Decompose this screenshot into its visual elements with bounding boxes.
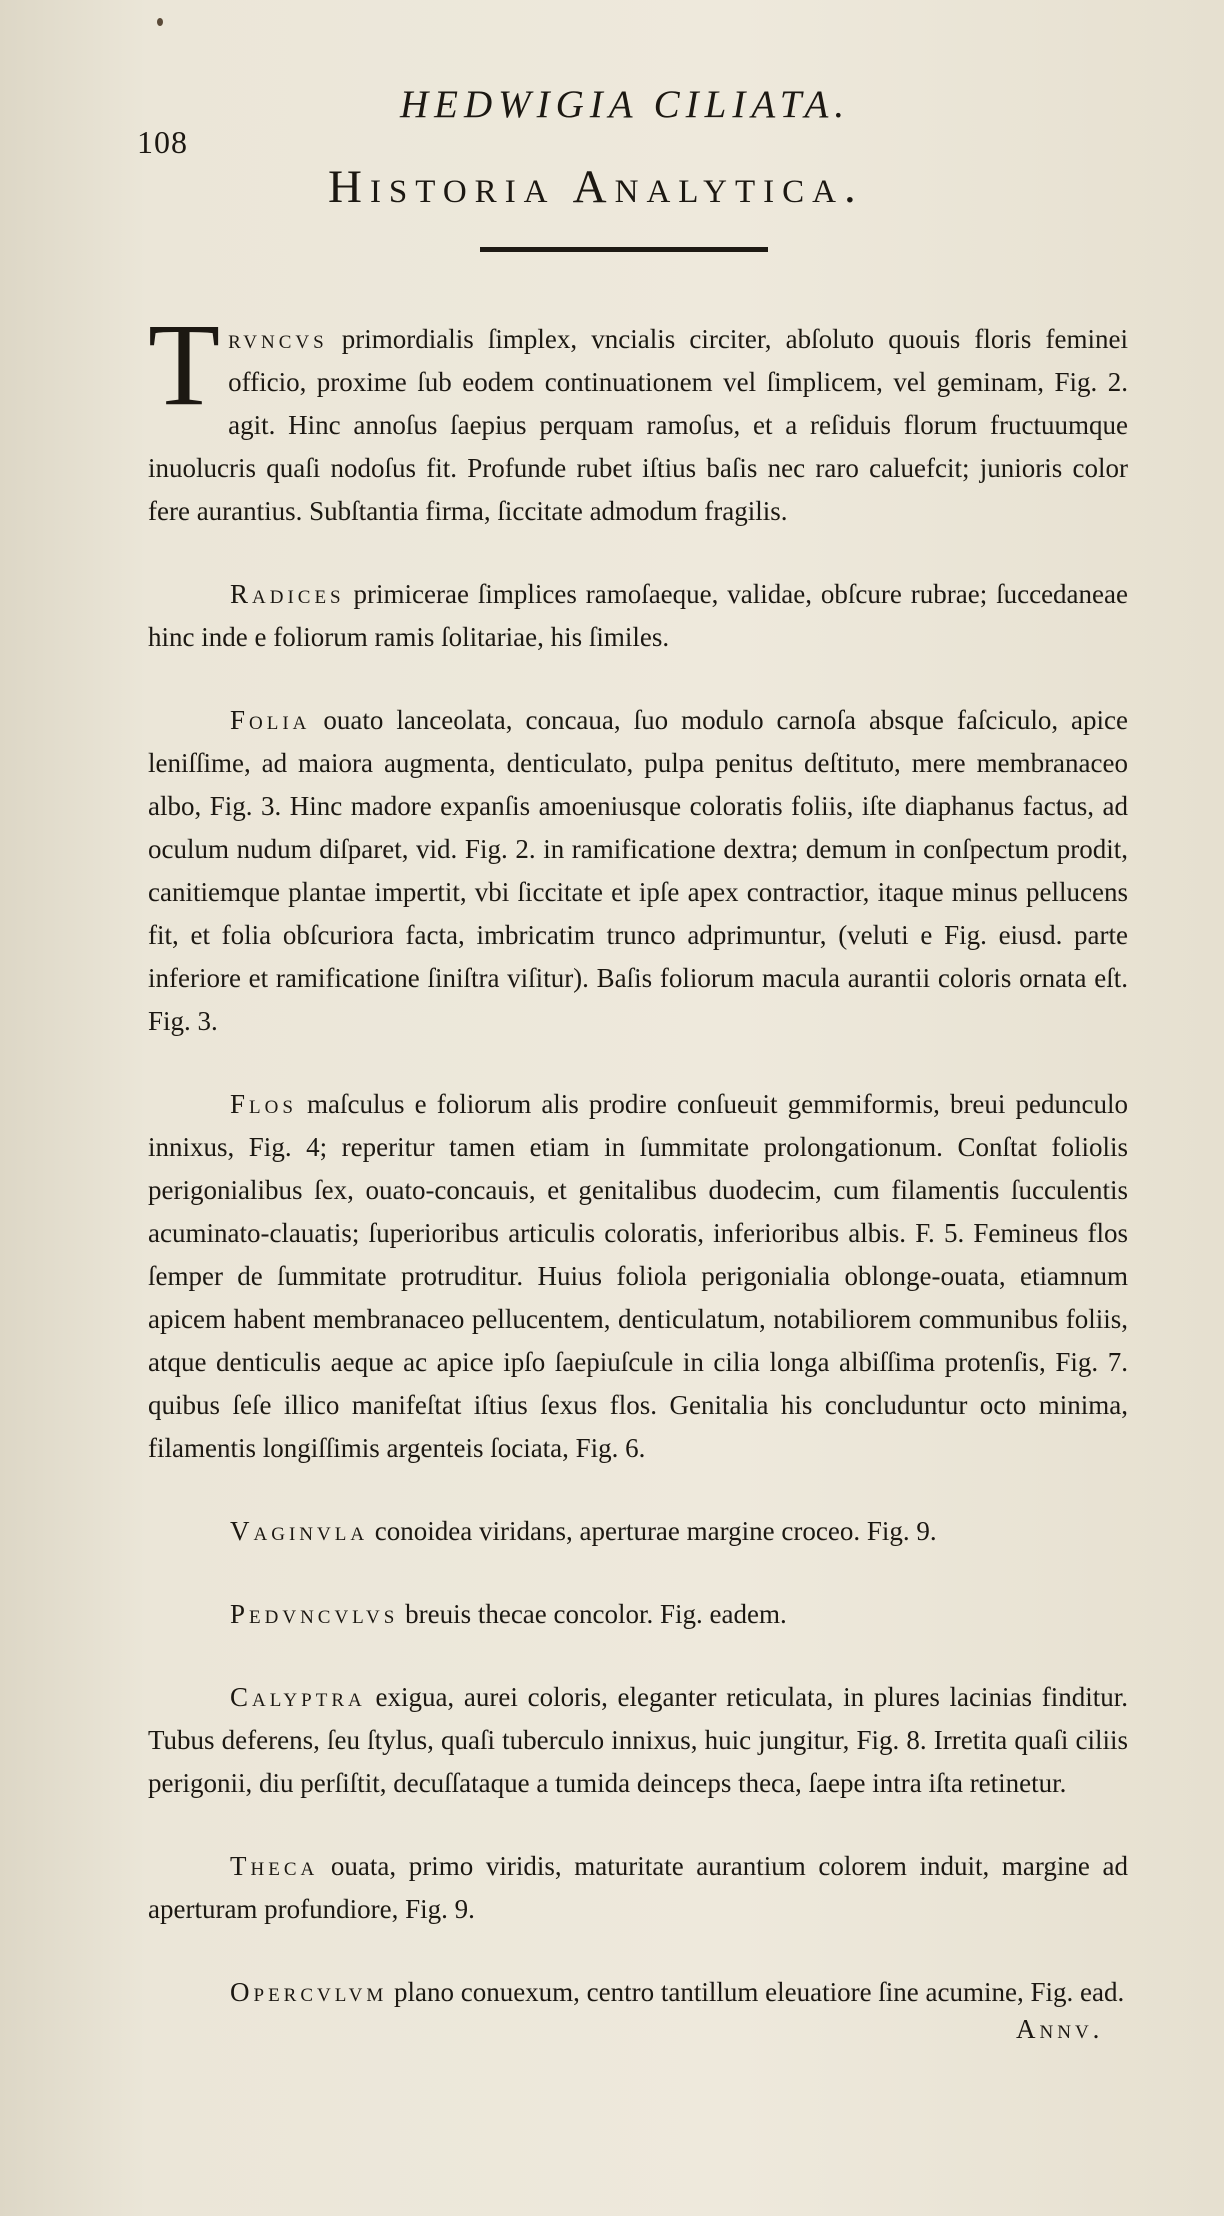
- drop-cap: T: [148, 299, 221, 430]
- paragraph-text: conoidea viridans, aperturae margine croceo. Fig. 9.: [368, 1516, 937, 1546]
- paragraph-text: breuis thecae concolor. Fig. eadem.: [398, 1599, 787, 1629]
- paragraph-text: maſculus e foliorum alis prodire conſueuit gemmiformis, breui pedunculo innixus, Fig. 4; reperitur tamen etiam in ſummitate prolongationum. Conſtat foliolis perigonialibus ſex, ouato-concauis, et genitalibus duodecim, cum filamentis ſucculentis acuminato-clauatis; ſuperioribus articulis coloratis, inferioribus albis. F. 5. Femineus flos ſemper de ſummitate protruditur. Huius foliola perigonialia oblonge-ouata, etiamnum apicem habent membranaceo pellucentem, denticulatum, notabiliorem communibus foliis, atque denticulis aeque ac apice ipſo ſaepiuſcule in cilia longa albiſſima protenſis, Fig. 7. quibus ſeſe illico manifeſtat iſtius ſexus flos. Genitalia his concluduntur octo minima, filamentis longiſſimis argenteis ſociata, Fig. 6.: [148, 1089, 1128, 1463]
- lead-word: rvncvs: [228, 324, 328, 354]
- paragraph-text: plano conuexum, centro tantillum eleuatiore ſine acumine, Fig. ead.: [387, 1977, 1125, 2007]
- paragraph-text: ouato lanceolata, concaua, ſuo modulo carnoſa absque faſciculo, apice leniſſime, ad maiora augmenta, denticulato, pulpa penitus deſtituto, mere membranaceo albo, Fig. 3. Hinc madore expanſis amoeniusque coloratis foliis, iſte diaphanus factus, ad oculum nudum diſparet, vid. Fig. 2. in ramificatione dextra; demum in conſpectum prodit, canitiemque plantae impertit, vbi ſiccitate et ipſe apex contractior, itaque minus pellucens fit, et folia obſcuriora facta, imbricatim trunco adprimuntur, (veluti e Fig. eiusd. parte inferiore et ramificatione ſiniſtra viſitur). Baſis foliorum macula aurantii coloris ornata eſt. Fig. 3.: [148, 705, 1128, 1036]
- paragraph-pedunculus: [148, 1593, 1128, 1636]
- paragraph-theca: [148, 1845, 1128, 1931]
- body-text: [148, 299, 1128, 2054]
- lead-word: Folia: [230, 705, 311, 735]
- paragraph-truncus: [148, 299, 1128, 533]
- lead-word: Calyptra: [230, 1682, 366, 1712]
- title-rule: [480, 247, 768, 252]
- lead-word: Flos: [230, 1089, 297, 1119]
- paragraph-calyptra: [148, 1676, 1128, 1805]
- paragraph-operculum: [148, 1971, 1128, 2014]
- catchword: Annv.: [1016, 2014, 1104, 2044]
- lead-word: Pedvncvlvs: [230, 1599, 399, 1629]
- lead-word: Vaginvla: [230, 1516, 369, 1546]
- paragraph-text: primordialis ſimplex, vncialis circiter, abſoluto quouis floris feminei officio, proxime ſub eodem continuationem vel ſimplicem, vel geminam, Fig. 2. agit. Hinc annoſus ſaepius perquam ramoſus, et a reſiduis florum fructuumque inuolucris quaſi nodoſus fit. Profunde rubet iſtius baſis nec raro caluefcit; junioris color fere aurantius. Subſtantia firma, ſiccitate admodum fragilis.: [148, 324, 1128, 526]
- lead-word: Radices: [230, 579, 345, 609]
- page-number: 108: [137, 124, 188, 160]
- paragraph-text: ouata, primo viridis, maturitate aurantium colorem induit, margine ad aperturam profundiore, Fig. 9.: [148, 1851, 1128, 1924]
- ink-spot: [157, 18, 163, 26]
- paragraph-text: primicerae ſimplices ramoſaeque, validae, obſcure rubrae; ſuccedaneae hinc inde e foliorum ramis ſolitariae, his ſimiles.: [148, 579, 1128, 652]
- lead-word: Opercvlvm: [230, 1977, 388, 2007]
- section-title: Historia Analytica.: [328, 161, 864, 213]
- paragraph-text: exigua, aurei coloris, eleganter reticulata, in plures lacinias finditur. Tubus deferens, ſeu ſtylus, quaſi tuberculo innixus, huic jungitur, Fig. 8. Irretita quaſi ciliis perigonii, diu perſiſtit, decuſſataque a tumida deinceps theca, ſaepe intra iſta retinetur.: [148, 1682, 1128, 1798]
- paragraph-radices: [148, 573, 1128, 659]
- paragraph-folia: [148, 699, 1128, 1043]
- paragraph-flos: [148, 1083, 1128, 1470]
- lead-word: Theca: [230, 1851, 319, 1881]
- paragraph-vaginula: [148, 1510, 1128, 1553]
- running-head: HEDWIGIA CILIATA.: [400, 83, 851, 126]
